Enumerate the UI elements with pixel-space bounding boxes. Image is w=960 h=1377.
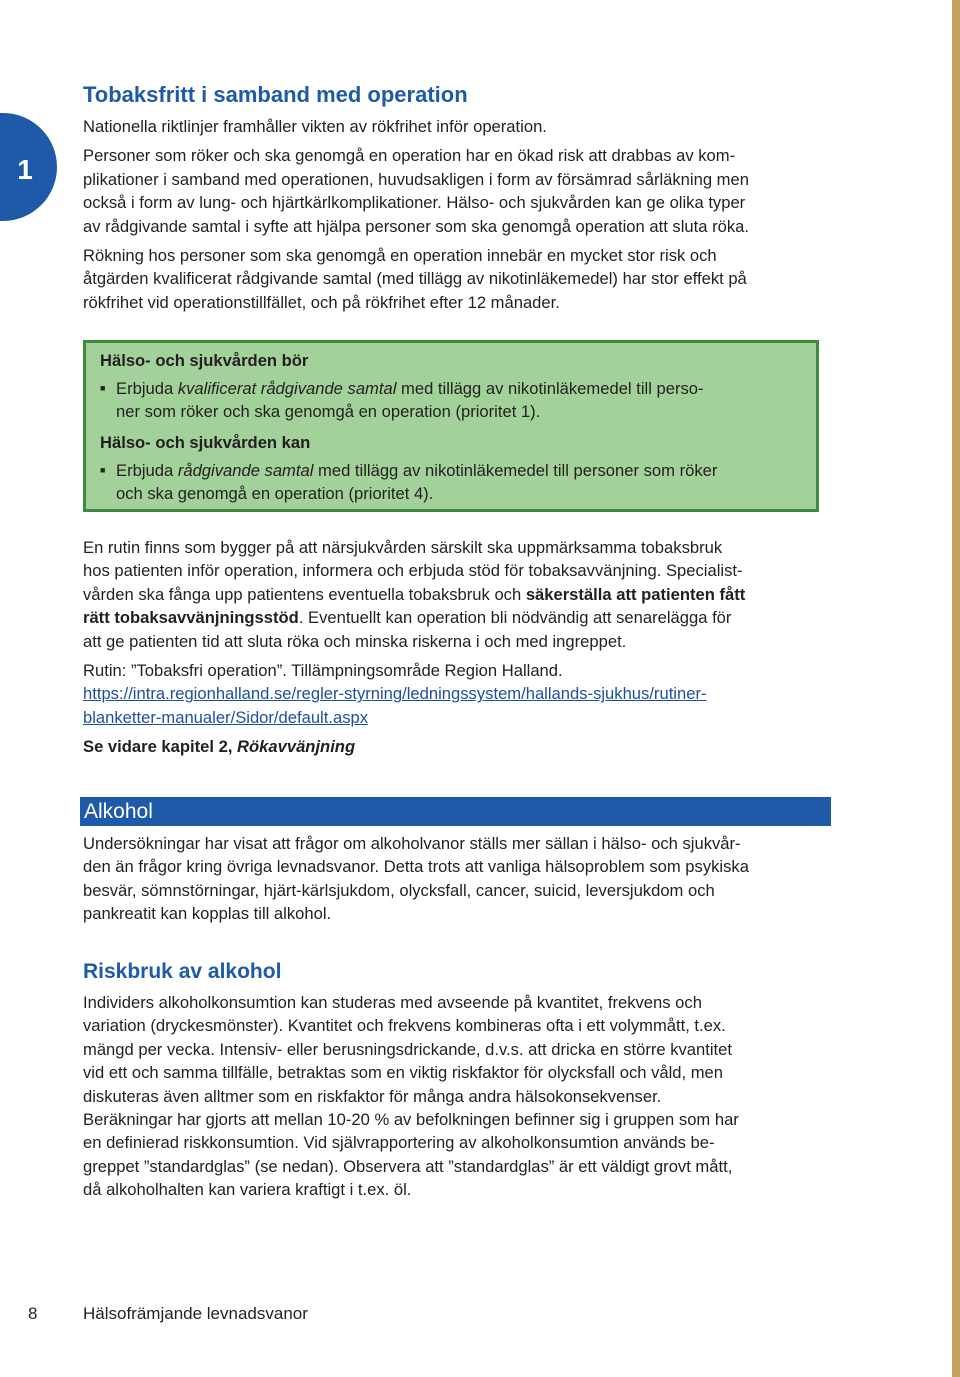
text-line: besvär, sömnstörningar, hjärt-kärlsjukdom, olycksfall, cancer, suicid, leversjukdom och [83,880,715,900]
text-line: hos patienten inför operation, informera och erbjuda stöd för tobaksavvänjning. Specialist- [83,561,743,581]
text-line: Rökning hos personer som ska genomgå en operation innebär en mycket stor risk och [83,246,717,266]
see-more-reference [83,735,831,758]
text-line: den än frågor kring övriga levnadsvanor. Detta trots att vanliga hälsoproblem som psykiska [83,857,749,877]
recommendation-item [100,377,812,424]
text-line: vården ska fånga upp patientens eventuella tobaksbruk och [83,584,526,604]
footer-title: Hälsofrämjande levnadsvanor [83,1304,308,1323]
text-line: då alkoholhalten kan variera kraftigt i t.ex. öl. [83,1180,412,1200]
recommendation-heading: Hälso- och sjukvården bör [100,351,309,370]
body-paragraph [83,244,831,314]
bullet-text: med tillägg av nikotinläkemedel till perso- [396,379,704,398]
section-title: Riskbruk av alkohol [83,960,282,983]
text-line: . Eventuellt kan operation bli nödvändig att senarelägga för [298,608,732,628]
text-line: vid ett och samma tillfälle, betraktas som en viktig riskfaktor för olycksfall och våld, men [83,1063,724,1083]
text-line: att ge patienten tid att sluta röka och minska riskerna i och med ingreppet. [83,631,627,651]
section-routine [83,536,831,759]
section-riskbruk [83,957,831,1202]
recommendation-item [100,459,812,506]
routine-link[interactable]: https://intra.regionhalland.se/regler-styrning/ledningssystem/hallands-sjukhus/rutiner- blanketter-manualer/Sidor/default.aspx [83,684,707,727]
bullet-emphasis: kvalificerat rådgivande samtal [177,379,397,398]
text-line: Personer som röker och ska genomgå en operation har en ökad risk att drabbas av kom- [83,146,736,166]
text-line: Se vidare kapitel 2, [83,737,238,757]
bullet-text: Erbjuda [116,379,178,398]
body-paragraph [83,144,831,238]
bullet-text: Erbjuda [116,460,178,480]
bold-text: rätt tobaksavvänjningsstöd [83,608,299,628]
bullet-text: och ska genomgå en operation (prioritet 4). [116,484,434,504]
text-line: mängd per vecka. Intensiv- eller berusningsdrickande, d.v.s. att dricka en större kvantitet [83,1039,733,1059]
routine-reference [83,659,831,729]
text-line: En rutin finns som bygger på att närsjukvården särskilt ska uppmärksamma tobaksbruk [83,538,723,557]
section-band-title: Alkohol [84,800,153,823]
chapter-number: 1 [17,154,33,185]
text-line: en definierad riskkonsumtion. Vid självrapportering av alkoholkonsumtion används be- [83,1133,715,1153]
text-line: Rutin: ”Tobaksfri operation”. Tillämpningsområde Region Halland. [83,661,563,681]
section-band-alkohol [80,797,831,826]
body-paragraph [83,832,831,926]
recommendation-box [83,340,819,512]
body-paragraph [83,536,831,653]
square-bullet-icon: ■ [100,464,106,475]
recommendation-heading: Hälso- och sjukvården kan [100,432,311,452]
text-line: av rådgivande samtal i syfte att hjälpa personer som ska genomgå operation att sluta röka. [83,216,749,236]
page-edge-strip [952,0,960,1377]
text-line: rökfrihet vid operationstillfället, och på rökfrihet efter 12 månader. [83,292,560,312]
text-line: Undersökningar har visat att frågor om alkoholvanor ställs mer sällan i hälso- och sjukvår- [83,834,741,853]
text-line: plikationer i samband med operationen, huvudsakligen i form av försämrad sårläkning men [83,169,749,189]
bullet-emphasis: rådgivande samtal [177,460,314,480]
text-line: diskuteras även alltmer som en riskfaktor för många andra hälsokonsekvenser. [83,1086,662,1106]
intro-paragraph: Nationella riktlinjer framhåller vikten av rökfrihet inför operation. [83,117,547,136]
text-line: pankreatit kan kopplas till alkohol. [83,904,332,924]
text-line: greppet ”standardglas” (se nedan). Observera att ”standardglas” är ett väldigt grovt mått, [83,1156,733,1176]
bullet-text: med tillägg av nikotinläkemedel till personer som röker [313,460,718,480]
page-number: 8 [28,1304,38,1323]
section-title: Tobaksfritt i samband med operation [83,82,468,107]
text-line: också i form av lung- och hjärtkärlkomplikationer. Hälso- och sjukvården kan ge olika typer [83,193,746,213]
text-line: variation (dryckesmönster). Kvantitet och frekvens kombineras ofta i ett volymmått, t.ex. [83,1016,726,1036]
bold-text: säkerställa att patienten fått [525,584,746,604]
text-line: Individers alkoholkonsumtion kan studeras med avseende på kvantitet, frekvens och [83,993,702,1012]
section-tobaksfritt [83,80,831,314]
section-alkohol [83,832,831,926]
text-line: Beräkningar har gjorts att mellan 10-20 % av befolkningen befinner sig i gruppen som har [83,1110,739,1130]
bullet-text: ner som röker och ska genomgå en operation (prioritet 1). [116,402,541,422]
body-paragraph [83,991,831,1202]
square-bullet-icon: ■ [100,383,106,393]
text-line: åtgärden kvalificerat rådgivande samtal (med tillägg av nikotinläkemedel) har stor effekt på [83,269,747,289]
chapter-reference: Rökavvänjning [237,737,356,757]
